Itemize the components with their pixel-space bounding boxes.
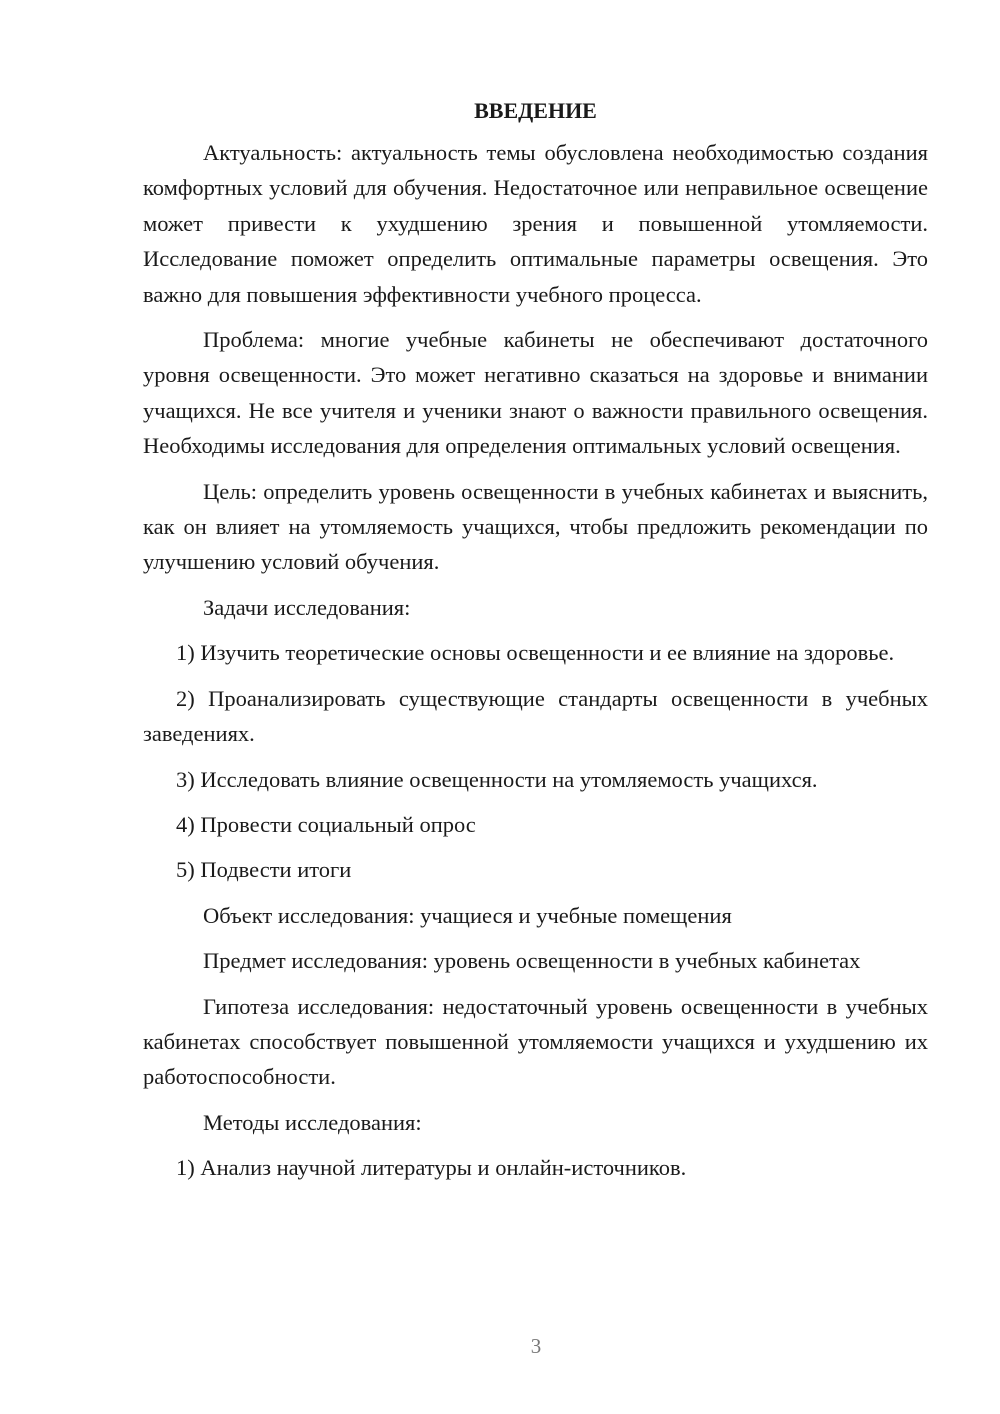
task-item-4: 4) Провести социальный опрос	[176, 811, 476, 837]
page-content	[143, 97, 928, 1196]
task-item-1: 1) Изучить теоретические основы освещенности и ее влияние на здоровье.	[176, 640, 895, 666]
page-number: 3	[530, 1334, 542, 1358]
methods-heading: Методы исследования:	[203, 1109, 422, 1135]
task-item-3: 3) Исследовать влияние освещенности на утомляемость учащихся.	[176, 766, 818, 792]
problem-paragraph: Проблема: многие учебные кабинеты не обеспечивают достаточного уровня освещенности. Это может негативно сказаться на здоровье и внимании учащихся. Не все учителя и ученики знают о важности правильного освещения. Необходимы исследования для определения оптимальных условий освещения.	[143, 327, 928, 459]
research-hypothesis: Гипотеза исследования: недостаточный уровень освещенности в учебных кабинетах способствует повышенной утомляемости учащихся и ухудшению их работоспособности.	[143, 993, 928, 1090]
task-item-2: 2) Проанализировать существующие стандарты освещенности в учебных заведениях.	[143, 685, 928, 747]
method-item-1: 1) Анализ научной литературы и онлайн-источников.	[176, 1155, 687, 1181]
page-title: ВВЕДЕНИЕ	[474, 98, 597, 123]
relevance-paragraph: Актуальность: актуальность темы обусловлена необходимостью создания комфортных условий для обучения. Недостаточное или неправильное освещение может привести к ухудшению зрения и повышенной утомляемости. Исследование поможет определить оптимальные параметры освещения. Это важно для повышения эффективности учебного процесса.	[143, 140, 928, 307]
research-subject: Предмет исследования: уровень освещенности в учебных кабинетах	[203, 948, 861, 974]
task-item-5: 5) Подвести итоги	[176, 857, 352, 883]
goal-paragraph: Цель: определить уровень освещенности в учебных кабинетах и выяснить, как он влияет на утомляемость учащихся, чтобы предложить рекомендации по улучшению условий обучения.	[143, 478, 928, 575]
tasks-heading: Задачи исследования:	[203, 594, 411, 620]
research-object: Объект исследования: учащиеся и учебные помещения	[203, 902, 732, 928]
